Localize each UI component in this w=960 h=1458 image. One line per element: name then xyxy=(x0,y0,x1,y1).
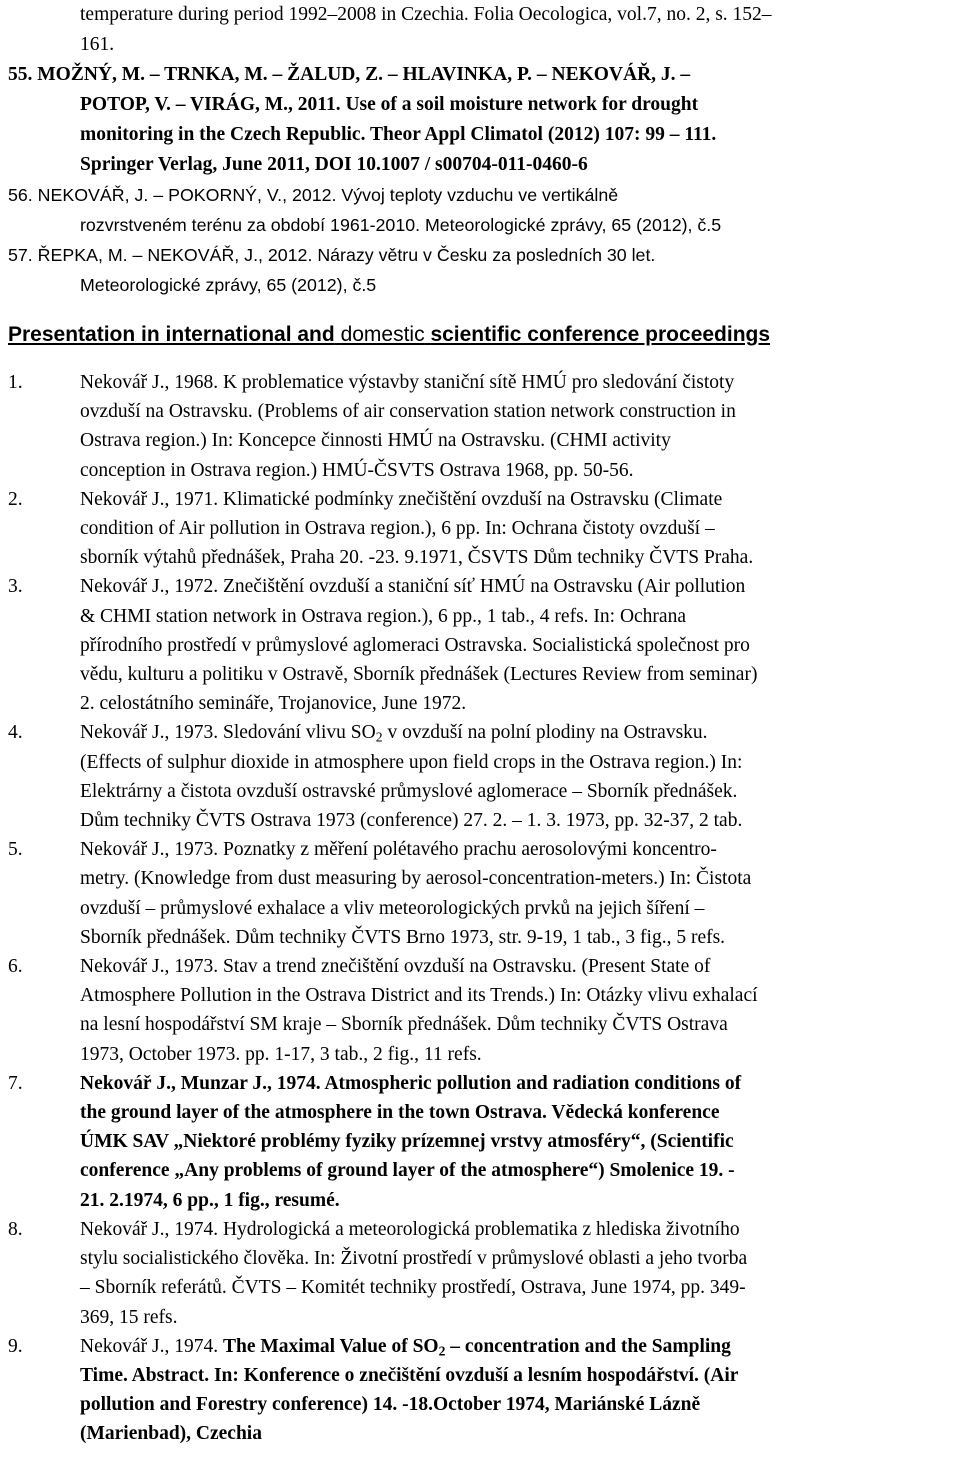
item-line: na lesní hospodářství SM kraje – Sborník přednášek. Dům techniky ČVTS Ostrava xyxy=(80,1014,728,1036)
subscript: 2 xyxy=(375,729,383,745)
item-line: Dům techniky ČVTS Ostrava 1973 (conference) 27. 2. – 1. 3. 1973, pp. 32-37, 2 tab. xyxy=(80,810,743,832)
item-line: Nekovář J., 1973. Poznatky z měření polétavého prachu aerosolovými koncentro- xyxy=(80,839,717,861)
item-line: Nekovář J., 1972. Znečištění ovzduší a staniční síť HMÚ na Ostravsku (Air pollution xyxy=(80,576,746,598)
item-line: Elektrárny a čistota ovzduší ostravské průmyslové aglomerace – Sborník přednášek. xyxy=(80,780,738,802)
item-number: 7. xyxy=(8,1072,23,1094)
item-line: Nekovář J., 1973. Stav a trend znečištění ovzduší na Ostravsku. (Present State of xyxy=(80,956,711,978)
item-number: 9. xyxy=(8,1335,23,1357)
heading-part-1: Presentation in international and xyxy=(8,323,335,346)
item-line: Atmosphere Pollution in the Ostrava District and its Trends.) In: Otázky vlivu exhalací xyxy=(80,985,758,1007)
item-text xyxy=(80,1215,954,1332)
reference-56: 56. NEKOVÁŘ, J. – POKORNÝ, V., 2012. Vývoj teploty vzduchu ve vertikálně xyxy=(8,185,619,205)
item-line: vědu, kulturu a politiku v Ostravě, Sborník přednášek (Lectures Review from seminar) xyxy=(80,664,758,686)
item-line: 1973, October 1973. pp. 1-17, 3 tab., 2 fig., 11 refs. xyxy=(80,1043,482,1065)
reference-57: 57. ŘEPKA, M. – NEKOVÁŘ, J., 2012. Nárazy větru v Česku za posledních 30 let. xyxy=(8,245,656,265)
item-number: 2. xyxy=(8,488,23,510)
item-line: 369, 15 refs. xyxy=(80,1306,178,1328)
item-number: 6. xyxy=(8,956,23,978)
reference-55: 55. MOŽNÝ, M. – TRNKA, M. – ŽALUD, Z. – HLAVINKA, P. – NEKOVÁŘ, J. – xyxy=(8,64,691,85)
item-line: conference „Any problems of ground layer of the atmosphere“) Smolenice 19. - xyxy=(80,1160,735,1182)
item-text xyxy=(80,952,954,1069)
subscript: 2 xyxy=(438,1343,446,1359)
item-line: metry. (Knowledge from dust measuring by aerosol-concentration-meters.) In: Čistota xyxy=(80,868,752,890)
item-line: Sborník přednášek. Dům techniky ČVTS Brno 1973, str. 9-19, 1 tab., 3 fig., 5 refs. xyxy=(80,926,726,948)
reference-55-line: Springer Verlag, June 2011, DOI 10.1007 / s00704-011-0460-6 xyxy=(80,154,588,175)
item-line: (Effects of sulphur dioxide in atmosphere upon field crops in the Ostrava region.) In: xyxy=(80,751,743,773)
item-line: ovzduší na Ostravsku. (Problems of air conservation station network construction in xyxy=(80,401,736,423)
reference-line: temperature during period 1992–2008 in Czechia. Folia Oecologica, vol.7, no. 2, s. 152– xyxy=(80,4,772,25)
item-line: přírodního prostředí v průmyslové aglomeraci Ostravska. Socialistická společnost pro xyxy=(80,634,750,656)
item-text-segment: Nekovář J., 1973. Sledování vlivu SO xyxy=(80,722,376,744)
item-text-segment: v ovzduší na polní plodiny na Ostravsku. xyxy=(382,722,708,744)
item-line: Nekovář J., 1974. Hydrologická a meteorologická problematika z hlediska životního xyxy=(80,1218,740,1240)
item-line: 21. 2.1974, 6 pp., 1 fig., resumé. xyxy=(80,1189,340,1211)
proceeding-item xyxy=(8,1069,954,1215)
item-line: the ground layer of the atmosphere in the town Ostrava. Vědecká konference xyxy=(80,1102,720,1124)
item-number: 1. xyxy=(8,372,23,393)
item-line: & CHMI station network in Ostrava region.), 6 pp., 1 tab., 4 refs. In: Ochrana xyxy=(80,605,686,627)
item-line xyxy=(80,1332,954,1361)
item-text xyxy=(80,718,954,835)
item-text xyxy=(80,1332,954,1449)
item-line: Time. Abstract. In: Konference o znečištění ovzduší a lesním hospodářství. (Air xyxy=(80,1364,739,1386)
item-line: Nekovář J., 1971. Klimatické podmínky znečištění ovzduší na Ostravsku (Climate xyxy=(80,488,723,510)
reference-list-continued xyxy=(8,0,954,300)
reference-57-line: Meteorologické zprávy, 65 (2012), č.5 xyxy=(80,275,377,295)
proceeding-item xyxy=(8,835,954,952)
item-line: condition of Air pollution in Ostrava region.), 6 pp. In: Ochrana čistoty ovzduší – xyxy=(80,518,715,540)
item-line: stylu socialistického člověka. In: Životní prostředí v průmyslové oblasti a jeho tvorba xyxy=(80,1248,748,1270)
item-line: 2. celostátního semináře, Trojanovice, June 1972. xyxy=(80,693,467,715)
item-number: 8. xyxy=(8,1218,23,1240)
reference-55-line: POTOP, V. – VIRÁG, M., 2011. Use of a soil moisture network for drought xyxy=(80,94,699,115)
reference-56-line: rozvrstveném terénu za období 1961-2010. Meteorologické zprávy, 65 (2012), č.5 xyxy=(80,215,722,235)
item-line: Ostrava region.) In: Koncepce činnosti HMÚ na Ostravsku. (CHMI activity xyxy=(80,430,671,452)
item-text xyxy=(80,368,954,485)
heading-part-2: domestic xyxy=(340,323,425,346)
item-line xyxy=(80,718,954,747)
item-line: ovzduší – průmyslové exhalace a vliv meteorologických prvků na jejich šíření – xyxy=(80,897,705,919)
item-text-segment: Nekovář J., 1974. xyxy=(80,1335,223,1357)
proceedings-list xyxy=(8,368,954,1449)
item-text xyxy=(80,835,954,952)
item-number: 4. xyxy=(8,722,23,744)
item-text xyxy=(80,572,954,718)
item-line: conception in Ostrava region.) HMÚ-ČSVTS Ostrava 1968, pp. 50-56. xyxy=(80,459,634,481)
item-text xyxy=(80,1069,954,1215)
proceeding-item xyxy=(8,485,954,573)
heading-part-3: scientific conference proceedings xyxy=(430,323,771,346)
item-line: – Sborník referátů. ČVTS – Komitét techniky prostředí, Ostrava, June 1974, pp. 349- xyxy=(80,1277,746,1299)
item-line: Nekovář J., Munzar J., 1974. Atmospheric pollution and radiation conditions of xyxy=(80,1072,742,1094)
reference-55-line: monitoring in the Czech Republic. Theor Appl Climatol (2012) 107: 99 – 111. xyxy=(80,124,717,145)
proceeding-item xyxy=(8,572,954,718)
proceeding-item xyxy=(8,1332,954,1449)
item-number: 5. xyxy=(8,839,23,861)
item-line: Nekovář J., 1968. K problematice výstavby staniční sítě HMÚ pro sledování čistoty xyxy=(80,372,735,393)
item-line: ÚMK SAV „Niektoré problémy fyziky prízemnej vrstvy atmosféry“, (Scientific xyxy=(80,1131,734,1153)
item-line: pollution and Forestry conference) 14. -18.October 1974, Mariánské Lázně xyxy=(80,1394,701,1416)
item-text xyxy=(80,485,954,573)
proceeding-item xyxy=(8,1215,954,1332)
proceeding-item xyxy=(8,368,954,485)
item-line: (Marienbad), Czechia xyxy=(80,1423,262,1445)
item-number: 3. xyxy=(8,576,23,598)
reference-line: 161. xyxy=(80,34,115,55)
section-heading xyxy=(8,322,954,348)
proceeding-item xyxy=(8,718,954,835)
item-line: sborník výtahů přednášek, Praha 20. -23. 9.1971, ČSVTS Dům techniky ČVTS Praha. xyxy=(80,547,754,569)
item-text-segment: – concentration and the Sampling xyxy=(445,1335,731,1357)
proceeding-item xyxy=(8,952,954,1069)
item-text-segment: The Maximal Value of SO xyxy=(222,1335,439,1357)
